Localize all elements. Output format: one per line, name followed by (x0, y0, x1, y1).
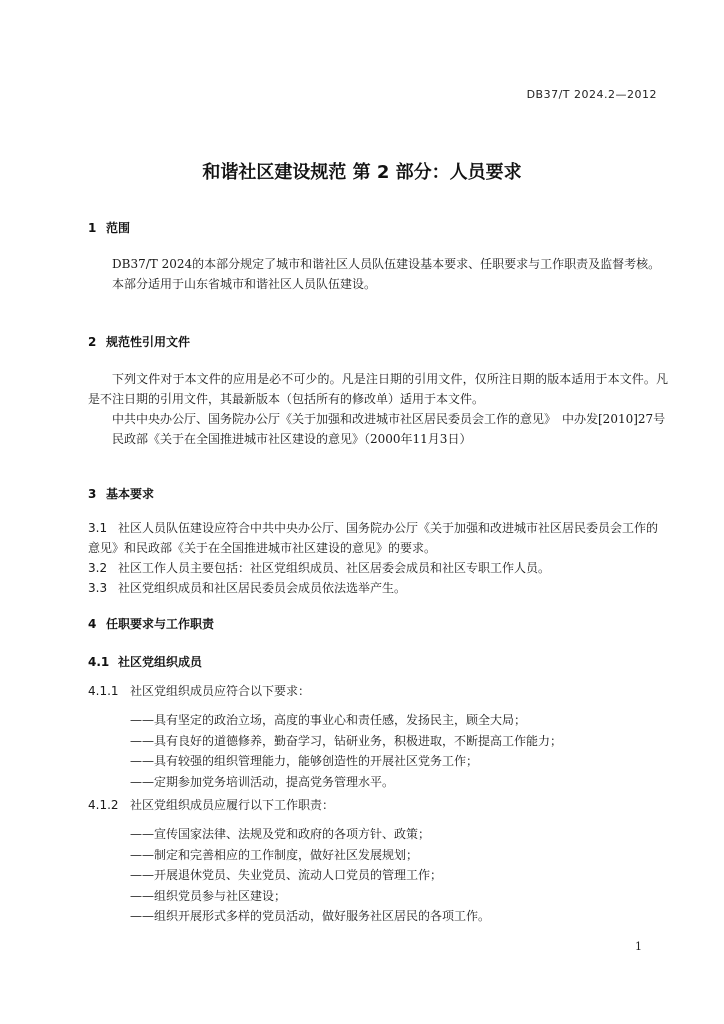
list-item: ——定期参加党务培训活动，提高党务管理水平。 (130, 774, 395, 789)
standard-code: DB37/T 2024.2—2012 (526, 88, 657, 101)
section-number: 3 (88, 487, 97, 501)
list-item: ——具有良好的道德修养，勤奋学习，钻研业务，积极进取，不断提高工作能力； (130, 733, 563, 748)
clause-text: 社区党组织成员和社区居民委员会成员依法选举产生。 (118, 581, 407, 595)
clause-text: 社区工作人员主要包括：社区党组织成员、社区居委会成员和社区专职工作人员。 (118, 561, 551, 575)
clause-4-1-2 (88, 795, 668, 815)
clause-number: 3.2 (88, 561, 108, 575)
list-item: ——宣传国家法律、法规及党和政府的各项方针、政策； (130, 827, 431, 841)
section-1 (88, 218, 668, 238)
clause-number: 3.1 (88, 521, 108, 535)
section-3-body (88, 518, 668, 598)
section-number: 1 (88, 221, 97, 235)
list-item: ——具有坚定的政治立场，高度的事业心和责任感，发扬民主，顾全大局； (130, 713, 527, 727)
section-1-heading (88, 218, 668, 238)
clause-number: 4.1.1 (88, 684, 119, 698)
clause-number: 3.3 (88, 581, 108, 595)
section-1-body (88, 254, 668, 294)
clause-3-3 (88, 578, 668, 598)
list-item: ——具有较强的组织管理能力，能够创造性的开展社区党务工作； (130, 754, 479, 768)
section-number: 4 (88, 617, 97, 631)
list-item: ——组织开展形式多样的党员活动，做好服务社区居民的各项工作。 (130, 909, 491, 923)
section-3 (88, 484, 668, 504)
clause-text: 社区党组织成员应符合以下要求： (130, 684, 311, 698)
clause-3-1 (88, 518, 668, 558)
section-title: 任职要求与工作职责 (106, 617, 215, 631)
clause-3-2 (88, 558, 668, 578)
section-title: 基本要求 (106, 487, 155, 501)
section-4 (88, 614, 668, 634)
paragraph: 下列文件对于本文件的应用是必不可少的。凡是注日期的引用文件，仅所注日期的版本适用于本文件。凡是不注日期的引用文件，其最新版本（包括所有的修改单）适用于本文件。 (88, 372, 668, 406)
section-4-1 (88, 652, 668, 672)
page-number: 1 (635, 940, 642, 953)
list-4-1-1 (130, 710, 670, 792)
section-title: 规范性引用文件 (106, 335, 191, 349)
clause-text: 社区党组织成员应履行以下工作职责： (130, 798, 335, 812)
paragraph: 中共中央办公厅、国务院办公厅《关于加强和改进城市社区居民委员会工作的意见》 中办发[2010]27号 (112, 412, 666, 426)
section-title: 范围 (106, 221, 131, 235)
paragraph: DB37/T 2024的本部分规定了城市和谐社区人员队伍建设基本要求、任职要求与工作职责及监督考核。 (112, 257, 661, 271)
clause-number: 4.1.2 (88, 798, 119, 812)
list-item: ——组织党员参与社区建设； (130, 888, 287, 903)
list-item: ——开展退休党员、失业党员、流动人口党员的管理工作； (130, 868, 443, 882)
paragraph: 民政部《关于在全国推进城市社区建设的意见》（2000年11月3日） (112, 432, 472, 446)
section-4-heading (88, 614, 668, 634)
list-4-1-2 (130, 824, 670, 927)
list-item: ——制定和完善相应的工作制度，做好社区发展规划； (130, 847, 419, 862)
document-title: 和谐社区建设规范 第 2 部分：人员要求 (202, 162, 522, 183)
clause-text: 社区人员队伍建设应符合中共中央办公厅、国务院办公厅《关于加强和改进城市社区居民委员会工作的意见》和民政部《关于在全国推进城市社区建设的意见》的要求。 (88, 521, 659, 555)
section-2 (88, 332, 668, 352)
subsection-4-1-heading (88, 652, 668, 672)
subsection-number: 4.1 (88, 655, 110, 669)
section-number: 2 (88, 335, 97, 349)
paragraph: 本部分适用于山东省城市和谐社区人员队伍建设。 (112, 277, 377, 291)
section-3-heading (88, 484, 668, 504)
subsection-title: 社区党组织成员 (118, 655, 203, 669)
section-2-body (88, 369, 668, 449)
clause-4-1-1 (88, 681, 668, 701)
section-2-heading (88, 332, 668, 352)
